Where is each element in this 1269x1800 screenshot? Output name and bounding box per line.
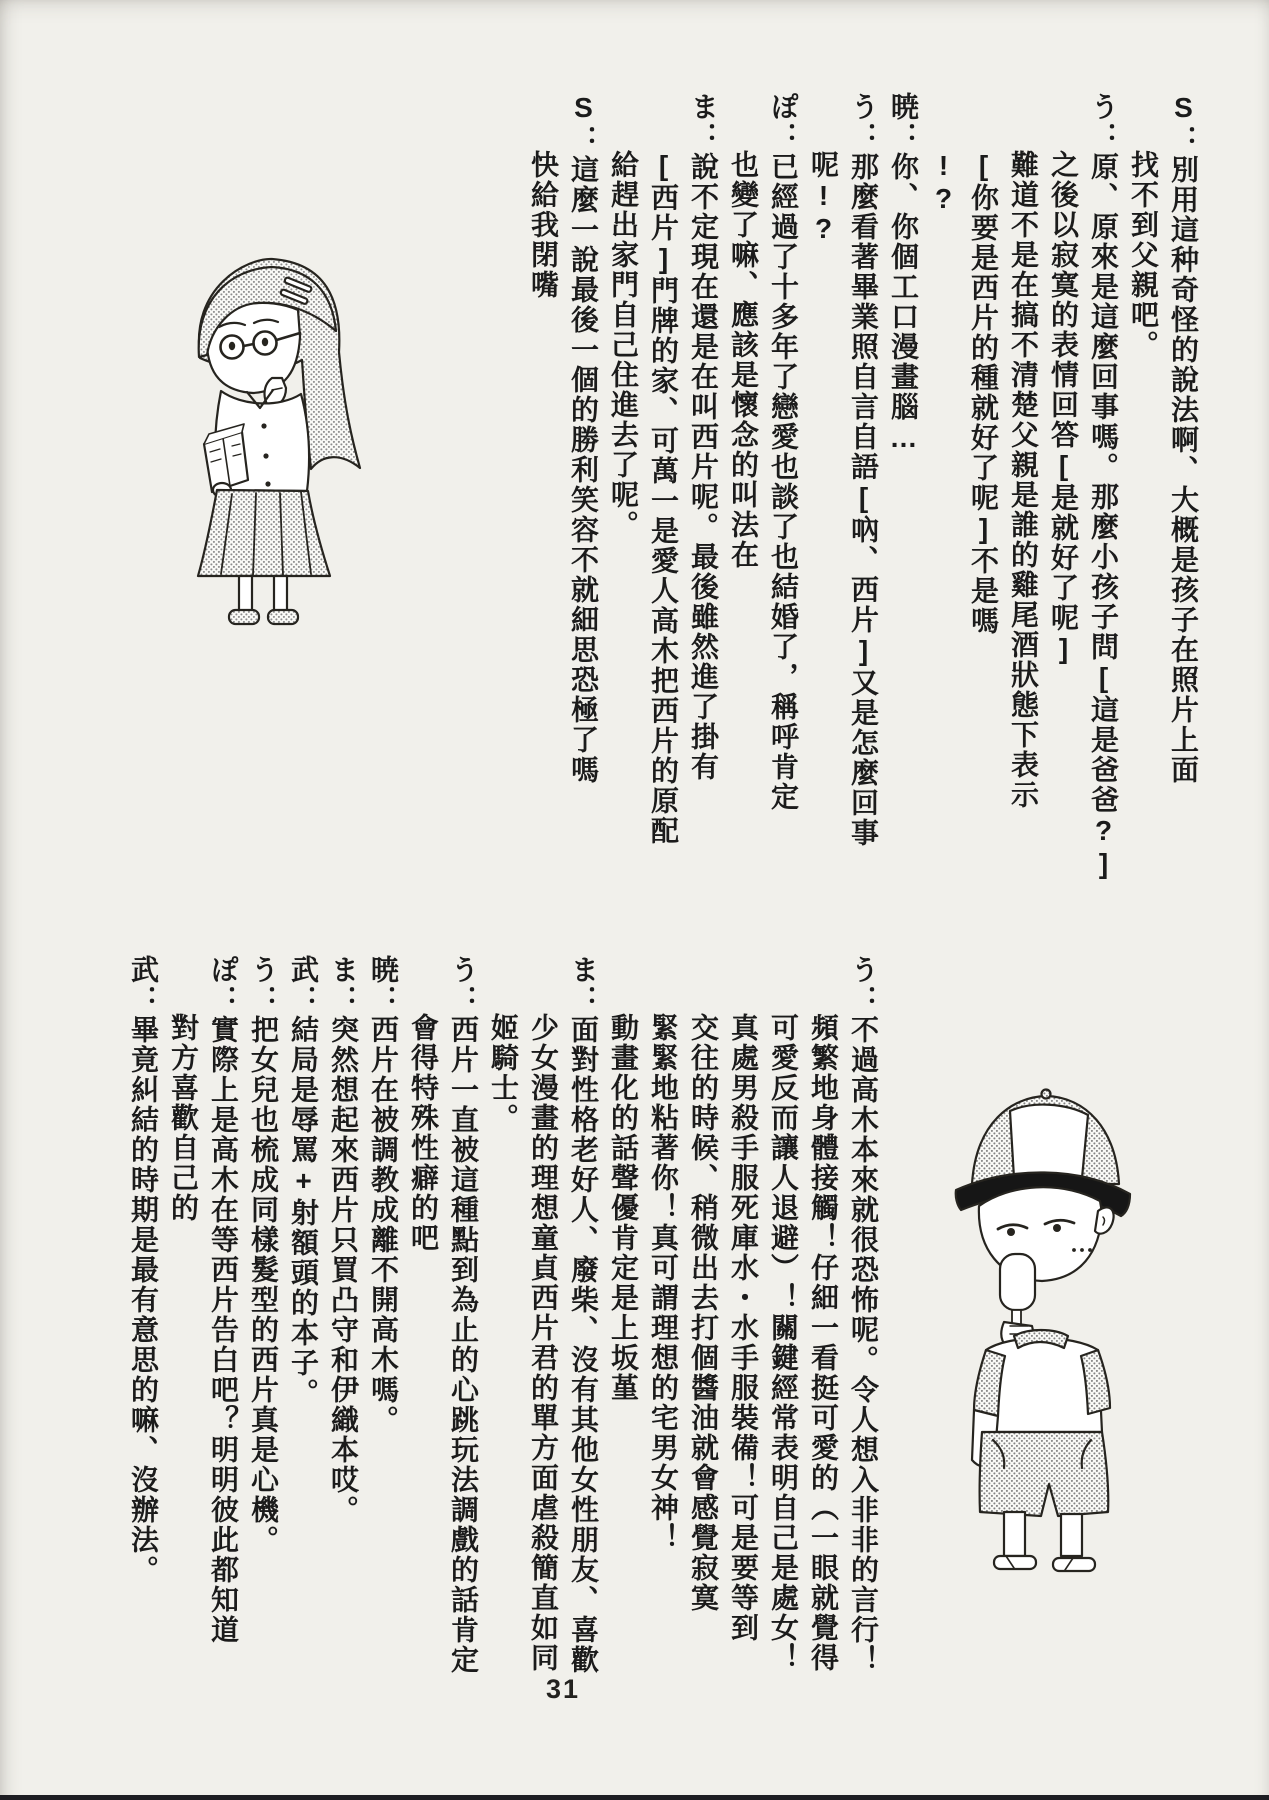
dialogue-line: 動畫化的話聲優肯定是上坂堇: [608, 1013, 639, 1403]
dialogue-line: う：原、原來是這麼回事嗎。那麼小孩子問[這是爸爸?]: [1088, 92, 1119, 881]
dialogue-line: 真處男殺手服死庫水・水手服裝備！可是要等到: [728, 1013, 759, 1643]
dialogue-line: !?: [928, 150, 959, 216]
dialogue-line: [你要是西片的種就好了呢]不是嗎: [968, 150, 999, 636]
dialogue-line: 難道不是在搞不清楚父親是誰的雞尾酒狀態下表示: [1008, 150, 1039, 810]
book-icon: [204, 424, 248, 492]
scan-bottom-edge: [0, 1795, 1269, 1800]
dialogue-block-top: [517, 92, 1197, 932]
dialogue-line: ま：突然想起來西片只買凸守和伊織本哎。: [328, 955, 359, 1525]
dialogue-line: 交往的時候、稍微出去打個醬油就會感覺寂寞: [688, 1013, 719, 1613]
dialogue-line: 也變了嘛、應該是懷念的叫法在: [728, 150, 759, 570]
girl-reading-illustration: [160, 238, 380, 630]
dialogue-line: ぽ：實際上是高木在等西片告白吧？明明彼此都知道: [208, 955, 239, 1645]
dialogue-line: 之後以寂寞的表情回答[是就好了呢]: [1048, 150, 1079, 666]
dialogue-line: 暁：西片在被調教成離不開高木嗎。: [368, 955, 399, 1435]
dialogue-line: 武：畢竟糾結的時期是最有意思的嘛、沒辦法。: [128, 955, 159, 1585]
dialogue-line: う：把女兒也梳成同樣髮型的西片真是心機。: [248, 955, 279, 1555]
popsicle-icon: [1000, 1254, 1035, 1326]
dialogue-line: 呢!?: [808, 150, 839, 246]
dialogue-line: 快給我閉嘴: [528, 150, 559, 300]
dialogue-line: ぽ：已經過了十多年了戀愛也談了也結婚了，稱呼肯定: [768, 92, 799, 812]
dialogue-line: S：別用這种奇怪的說法啊、大概是孩子在照片上面: [1168, 92, 1199, 785]
dialogue-line: 姬騎士。: [488, 1013, 519, 1133]
dialogue-line: 少女漫畫的理想童貞西片君的單方面虐殺簡直如同: [528, 1013, 559, 1673]
dialogue-line: [西片]門牌的家、可萬一是愛人高木把西片的原配: [648, 150, 679, 846]
dialogue-line: 對方喜歡自己的: [168, 1013, 199, 1223]
dialogue-block-bottom: [117, 955, 877, 1745]
dialogue-line: 頻繁地身體接觸！仔細一看挺可愛的（一眼就覺得: [808, 1013, 839, 1673]
dialogue-line: 會得特殊性癖的吧: [408, 1013, 439, 1253]
boy-popsicle-illustration: [948, 1082, 1144, 1587]
page-number: 31: [545, 1674, 581, 1704]
dialogue-line: う：不過高木本來就很恐怖呢。令人想入非非的言行！: [848, 955, 879, 1675]
dialogue-line: 給趕出家門自己住進去了呢。: [608, 150, 639, 540]
dialogue-line: 找不到父親吧。: [1128, 150, 1159, 360]
dialogue-line: う：那麼看著畢業照自言自語[吶、西片]又是怎麼回事: [848, 92, 879, 848]
dialogue-line: 緊緊地粘著你！真可謂理想的宅男女神！: [648, 1013, 679, 1553]
dialogue-line: S：這麼一說最後一個的勝利笑容不就細思恐極了嗎: [568, 92, 599, 785]
dialogue-line: 武：結局是辱罵+射額頭的本子。: [288, 955, 319, 1408]
sandal-icon: [994, 1556, 1095, 1571]
dialogue-line: ま：面對性格老好人、廢柴、沒有其他女性朋友、喜歡: [568, 955, 599, 1675]
dialogue-line: ま：說不定現在還是在叫西片呢。最後雖然進了掛有: [688, 92, 719, 782]
dialogue-line: 暁：你、你個工口漫畫腦…: [888, 92, 919, 455]
dialogue-line: う：西片一直被這種點到為止的心跳玩法調戲的話肯定: [448, 955, 479, 1675]
dialogue-line: 可愛反而讓人退避）！關鍵經常表明自己是處女！: [768, 1013, 799, 1673]
sweat-dots-icon: [1072, 1248, 1092, 1252]
